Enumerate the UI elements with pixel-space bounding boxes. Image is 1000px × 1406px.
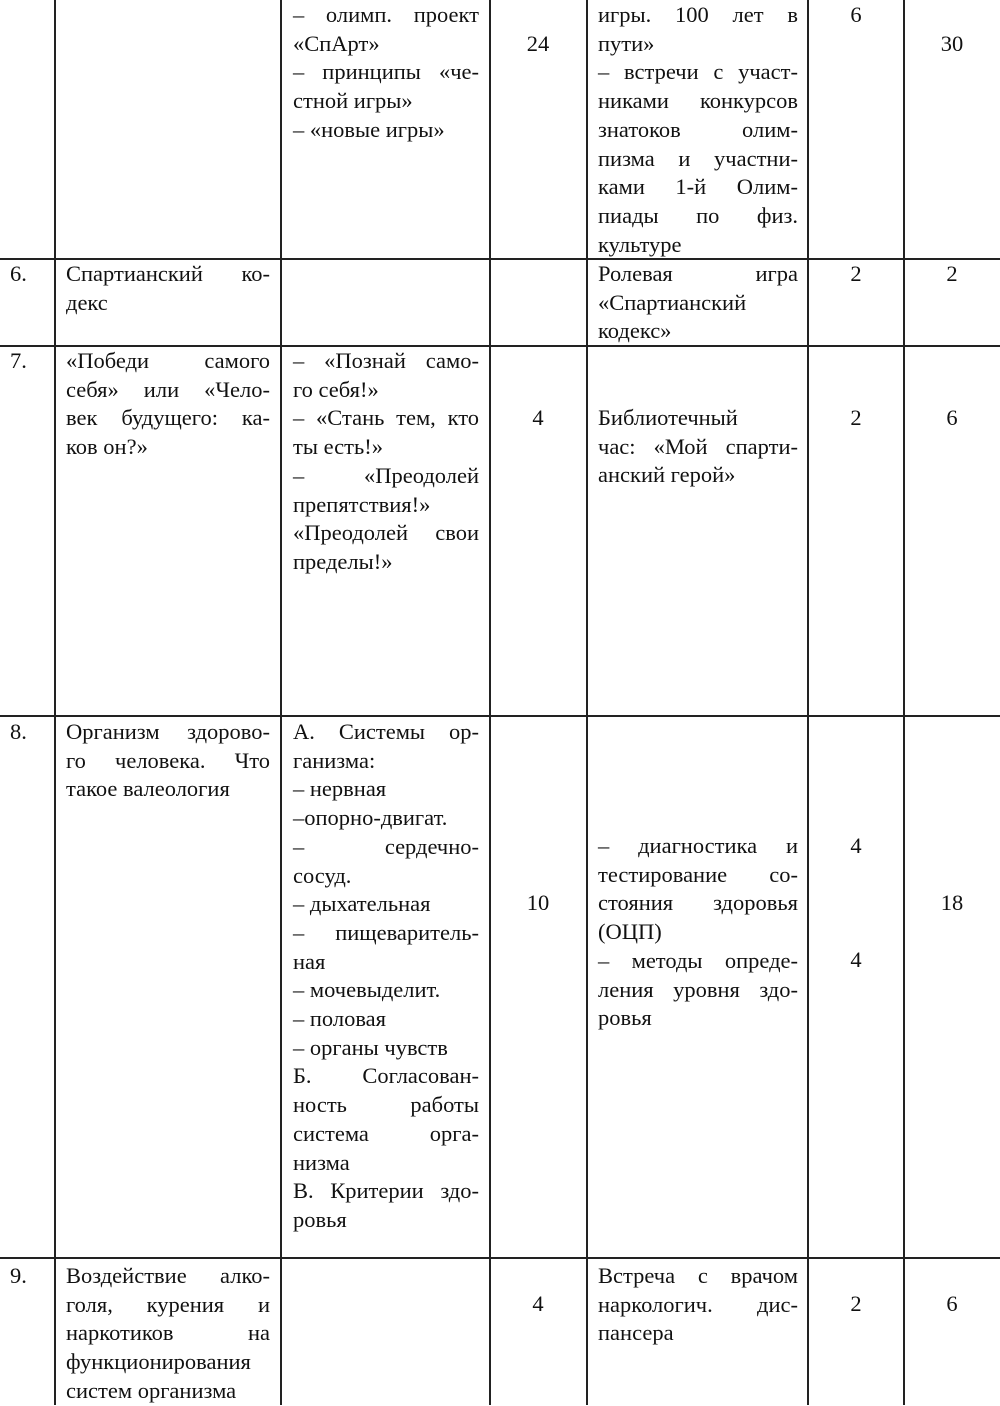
column-divider [586, 0, 588, 1405]
practice-hours: 2 [850, 261, 862, 286]
practice-cell: игры. 100 лет в пути» – встречи с участ- никами конкурсов знатоков олим- пизма и участни- ками 1-й Олим- пиады по физ. культуре [598, 2, 798, 257]
column-divider [54, 0, 56, 1405]
topic-cell: «Победи самого себя» или «Чело- век будущего: ка- ков он?» [66, 348, 270, 460]
practice-hours: 2 [850, 405, 862, 430]
practice-cell: Встреча с врачом наркологич. дис- пансера [598, 1263, 798, 1346]
practice-cell: – диагностика и тестирование со- стояния здоровья (ОЦП) – методы опреде- ления уровня здо- ровья [598, 833, 798, 1031]
practice-hours: 4 [850, 833, 862, 858]
theory-cell: – «Познай само- го себя!» – «Стань тем, кто ты есть!» – «Преодолей препятствия!» «Преодолей свои пределы!» [293, 348, 479, 574]
column-divider [489, 0, 491, 1405]
practice-cell: Ролевая игра «Спартианский кодекс» [598, 261, 798, 344]
topic-cell: Спартианский ко- декс [66, 261, 270, 315]
total-hours: 6 [946, 1291, 958, 1316]
row-number: 9. [10, 1263, 27, 1288]
total-hours: 6 [946, 405, 958, 430]
total-hours: 2 [946, 261, 958, 286]
theory-hours: 24 [526, 31, 550, 56]
theory-hours: 4 [532, 1291, 544, 1316]
theory-hours: 4 [532, 405, 544, 430]
row-divider [0, 715, 1000, 717]
row-number: 6. [10, 261, 27, 286]
total-hours: 30 [940, 31, 964, 56]
row-number: 8. [10, 719, 27, 744]
theory-cell: – олимп. проект «СпАрт» – принципы «че- стной игры» – «новые игры» [293, 2, 479, 142]
practice-hours: 6 [850, 2, 862, 27]
practice-hours: 4 [850, 947, 862, 972]
row-number: 7. [10, 348, 27, 373]
theory-hours: 10 [526, 890, 550, 915]
total-hours: 18 [940, 890, 964, 915]
column-divider [903, 0, 905, 1405]
column-divider [280, 0, 282, 1405]
topic-cell: Воздействие алко- голя, курения и наркотиков на функционирования систем организма [66, 1263, 270, 1403]
row-divider [0, 1257, 1000, 1259]
topic-cell: Организм здорово- го человека. Что такое валеология [66, 719, 270, 802]
column-divider [807, 0, 809, 1405]
theory-cell: А. Системы ор- ганизма: – нервная –опорно-двигат. – сердечно- сосуд. – дыхательная – пищеваритель- ная – мочевыделит. – половая – органы чувств Б. Согласован- ность работы система орга- низма В. Критерии здо- ровья [293, 719, 479, 1232]
practice-cell: Библиотечный час: «Мой спарти- анский герой» [598, 405, 798, 488]
practice-hours: 2 [850, 1291, 862, 1316]
